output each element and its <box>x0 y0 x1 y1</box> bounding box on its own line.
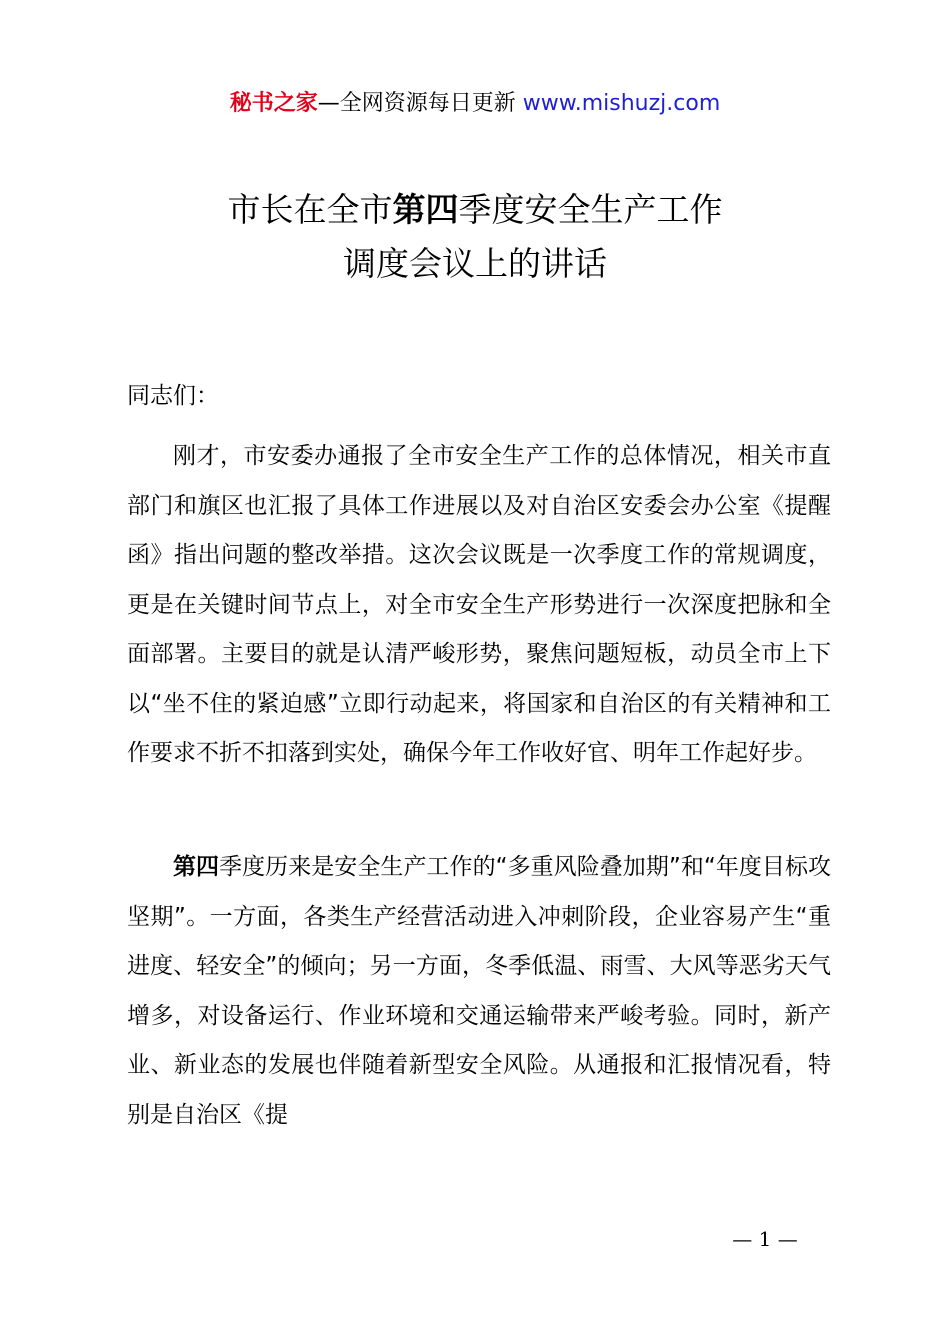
page-number: — 1 — <box>732 1227 798 1251</box>
paragraph-1: 刚才，市安委办通报了全市安全生产工作的总体情况，相关市直部门和旗区也汇报了具体工作进展以及对自治区安委会办公室《提醒函》指出问题的整改举措。这次会议既是一次季度工作的常规调度，更是在关键时间节点上，对全市安全生产形势进行一次深度把脉和全面部署。主要目的就是认清严峻形势，聚焦问题短板，动员全市上下以“坐不住的紧迫感”立即行动起来，将国家和自治区的有关精神和工作要求不折不扣落到实处，确保今年工作收好官、明年工作起好步。 <box>127 443 831 766</box>
title-line-1-post: 季度安全生产工作 <box>458 190 723 229</box>
brand-name: 秘书之家 <box>229 91 318 116</box>
paragraph-2 <box>127 843 831 1140</box>
header-tagline: —全网资源每日更新 <box>317 91 516 116</box>
title-line-1 <box>0 183 950 237</box>
salutation: 同志们： <box>127 383 219 409</box>
site-header <box>0 88 950 120</box>
title-line-1-pre: 市长在全市 <box>227 190 393 229</box>
document-title <box>0 183 950 291</box>
paragraph-2-text: 季度历来是安全生产工作的“多重风险叠加期”和“年度目标攻坚期”。一方面，各类生产经营活动进入冲刺阶段，企业容易产生“重进度、轻安全”的倾向；另一方面，冬季低温、雨雪、大风等恶劣天气增多，对设备运行、作业环境和交通运输带来严峻考验。同时，新产业、新业态的发展也伴随着新型安全风险。从通报和汇报情况看，特别是自治区《提 <box>127 854 832 1128</box>
site-url-link[interactable]: www.mishuzj.com <box>522 91 721 116</box>
title-line-2: 调度会议上的讲话 <box>343 244 607 283</box>
paragraph-2-bold: 第四 <box>173 854 220 880</box>
title-line-1-bold: 第四 <box>392 190 459 229</box>
